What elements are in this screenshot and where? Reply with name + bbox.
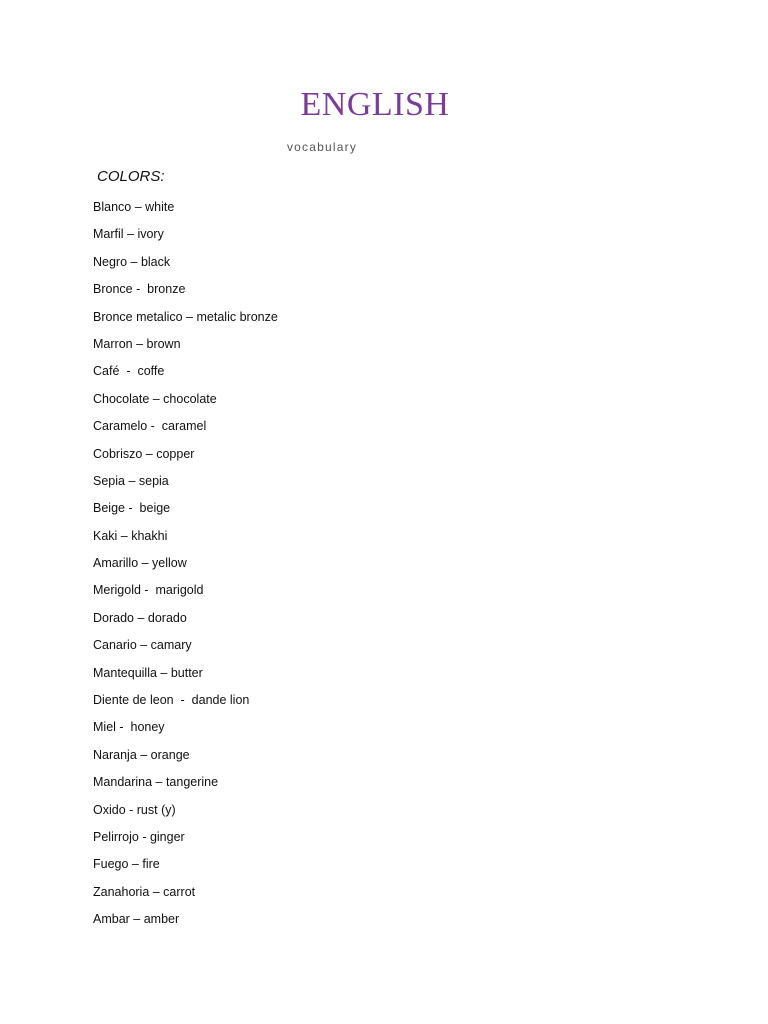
vocabulary-item: Blanco – white bbox=[93, 200, 175, 214]
vocabulary-item: Diente de leon - dande lion bbox=[93, 693, 250, 708]
section-heading: COLORS: bbox=[97, 168, 165, 185]
vocabulary-item: Merigold - marigold bbox=[93, 583, 204, 598]
vocabulary-item: Beige - beige bbox=[93, 501, 171, 516]
vocabulary-item: Mandarina – tangerine bbox=[93, 775, 219, 790]
vocabulary-item: Chocolate – chocolate bbox=[93, 391, 217, 406]
vocabulary-item: Negro – black bbox=[93, 254, 171, 269]
vocabulary-item: Amarillo – yellow bbox=[93, 556, 187, 571]
vocabulary-item: Café - coffe bbox=[93, 364, 165, 379]
vocabulary-item: Bronce metalico – metalic bronze bbox=[93, 309, 278, 324]
vocabulary-item: Pelirrojo - ginger bbox=[93, 829, 185, 844]
vocabulary-item: Sepia – sepia bbox=[93, 473, 169, 488]
vocabulary-item: Marron – brown bbox=[93, 336, 181, 351]
vocabulary-item: Naranja – orange bbox=[93, 747, 190, 762]
vocabulary-item: Caramelo - caramel bbox=[93, 419, 207, 434]
document-subtitle: vocabulary bbox=[286, 140, 358, 154]
vocabulary-item: Canario – camary bbox=[93, 638, 192, 653]
vocabulary-item: Zanahoria – carrot bbox=[93, 884, 196, 899]
vocabulary-item: Ambar – amber bbox=[93, 912, 180, 927]
vocabulary-item: Oxido - rust (y) bbox=[93, 802, 176, 817]
vocabulary-item: Mantequilla – butter bbox=[93, 665, 203, 680]
vocabulary-item: Cobriszo – copper bbox=[93, 446, 195, 461]
vocabulary-item: Fuego – fire bbox=[93, 857, 160, 872]
document-title: ENGLISH bbox=[300, 86, 450, 123]
vocabulary-item: Bronce - bronze bbox=[93, 282, 186, 297]
vocabulary-item: Marfil – ivory bbox=[93, 227, 164, 242]
vocabulary-item: Kaki – khakhi bbox=[93, 528, 168, 543]
vocabulary-list bbox=[93, 198, 278, 938]
vocabulary-item: Dorado – dorado bbox=[93, 610, 187, 625]
vocabulary-item: Miel - honey bbox=[93, 720, 165, 735]
